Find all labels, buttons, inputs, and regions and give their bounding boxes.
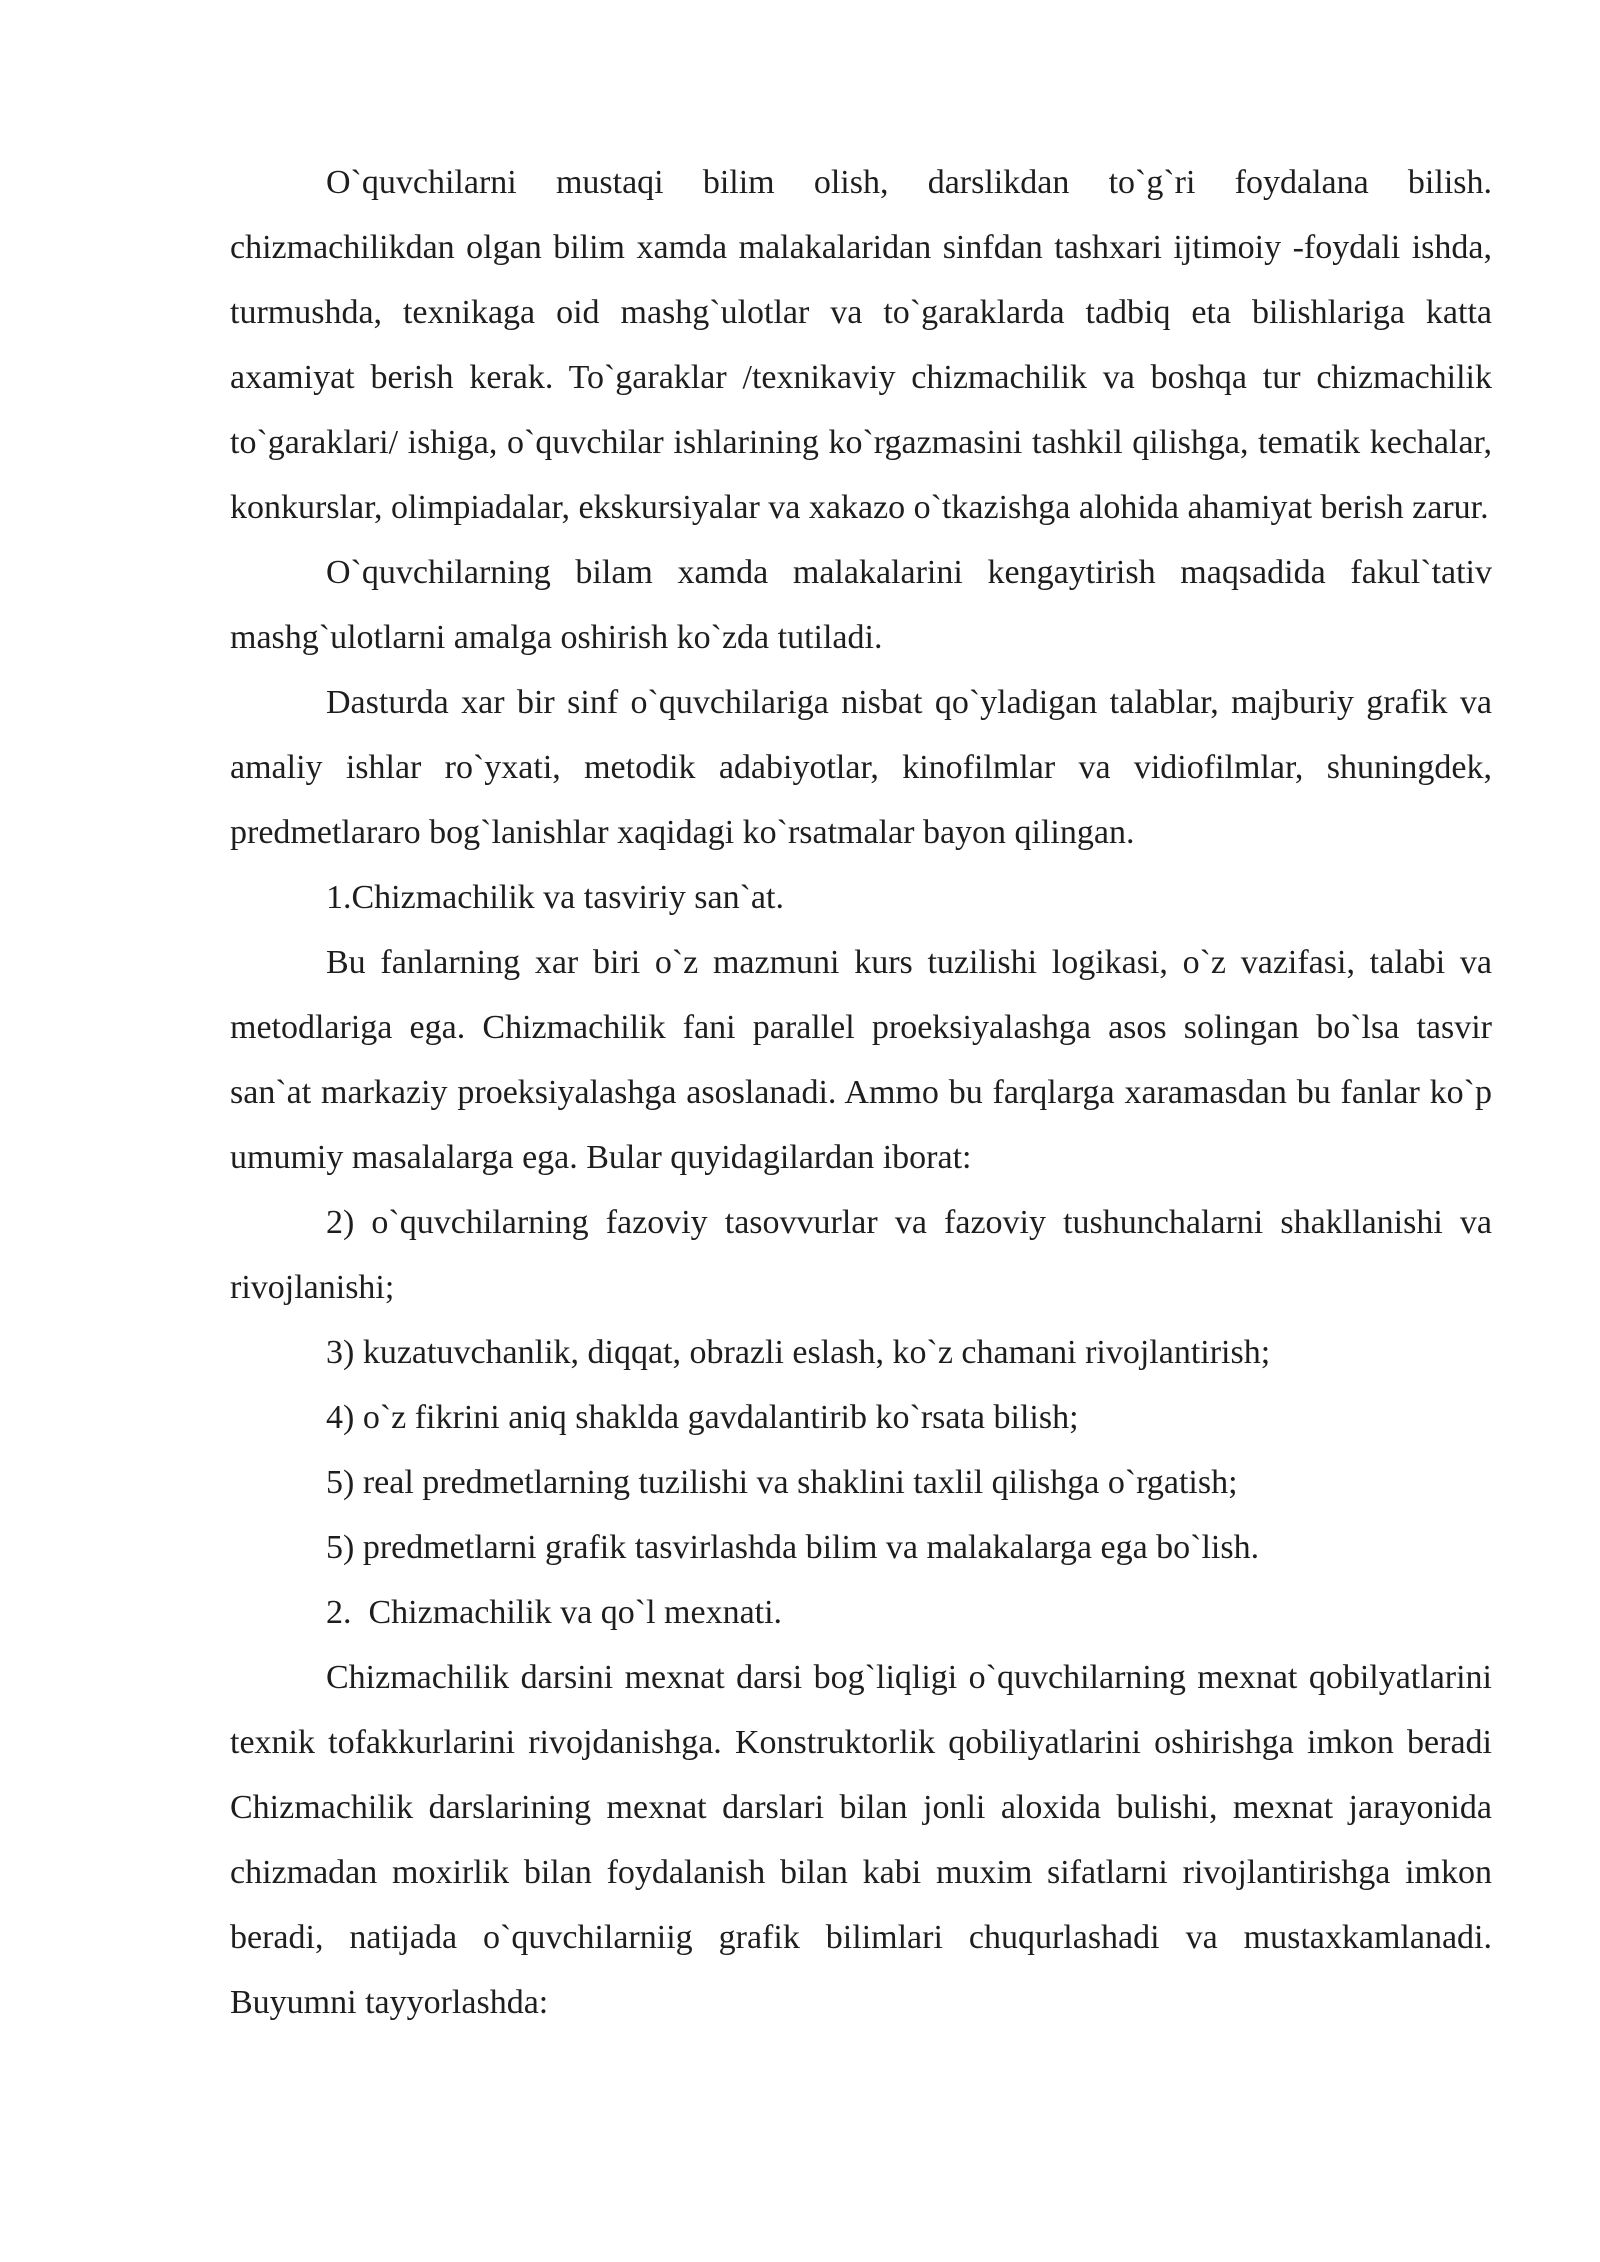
document-body (230, 150, 1492, 2035)
paragraph-subjects-comparison: Bu fanlarning xar biri o`z mazmuni kurs tuzilishi logikasi, o`z vazifasi, talabi va metodlariga ega. Chizmachilik fani parallel proeksiyalashga asos solingan bo`lsa tasvir san`at markaziy proeksiyalashga asoslanadi. Ammo bu farqlarga xaramasdan bu fanlar ko`p umumiy masalalarga ega. Bular quyidagilardan iborat: (230, 944, 1492, 1176)
paragraph-independent-study: O`quvchilarni mustaqi bilim olish, darslikdan to`g`ri foydalana bilish. chizmachilikdan olgan bilim xamda malakalaridan sinfdan tashxari ijtimoiy -foydali ishda, turmushda, texnikaga oid mashg`ulotlar va to`garaklarda tadbiq eta bilishlariga katta axamiyat berish kerak. To`garaklar /texnikaviy chizmachilik va boshqa tur chizmachilik to`garaklari/ ishiga, o`quvchilar ishlarining ko`rgazmasini tashkil qilishga, tematik kechalar, konkurslar, olimpiadalar, ekskursiyalar va xakazo o`tkazishga alohida ahamiyat berish zarur. (230, 164, 1492, 526)
paragraph-program-requirements: Dasturda xar bir sinf o`quvchilariga nisbat qo`yladigan talablar, majburiy grafik va amaliy ishlar ro`yxati, metodik adabiyotlar, kinofilmlar va vidiofilmlar, shuningdek, predmetlararo bog`lanishlar xaqidagi ko`rsatmalar bayon qilingan. (230, 684, 1492, 851)
list-item-5-graphic-skills: 5) predmetlarni grafik tasvirlashda bilim va malakalarga ega bo`lish. (326, 1529, 1260, 1566)
section-heading-drawing-and-fine-art: 1.Chizmachilik va tasviriy san`at. (326, 879, 784, 916)
list-item-4-express-thought: 4) o`z fikrini aniq shaklda gavdalantirib ko`rsata bilish; (326, 1399, 1079, 1436)
section-heading-drawing-and-labor: 2. Chizmachilik va qo`l mexnati. (326, 1594, 783, 1631)
list-item-5-analyze-objects: 5) real predmetlarning tuzilishi va shaklini taxlil qilishga o`rgatish; (326, 1464, 1238, 1501)
list-item-2-spatial-imagination: 2) o`quvchilarning fazoviy tasovvurlar va fazoviy tushunchalarni shakllanishi va rivojlanishi; (230, 1204, 1492, 1306)
paragraph-labor-connection: Chizmachilik darsini mexnat darsi bog`liqligi o`quvchilarning mexnat qobilyatlarini texnik tofakkurlarini rivojdanishga. Konstruktorlik qobiliyatlarini oshirishga imkon beradi Chizmachilik darslarining mexnat darslari bilan jonli aloxida bulishi, mexnat jarayonida chizmadan moxirlik bilan foydalanish bilan kabi muxim sifatlarni rivojlantirishga imkon beradi, natijada o`quvchilarniig grafik bilimlari chuqurlashadi va mustaxkamlanadi. Buyumni tayyorlashda: (230, 1659, 1492, 2021)
list-item-3-observation: 3) kuzatuvchanlik, diqqat, obrazli eslash, ko`z chamani rivojlantirish; (326, 1334, 1271, 1371)
paragraph-elective-classes: O`quvchilarning bilam xamda malakalarini kengaytirish maqsadida fakul`tativ mashg`ulotlarni amalga oshirish ko`zda tutiladi. (230, 554, 1492, 656)
